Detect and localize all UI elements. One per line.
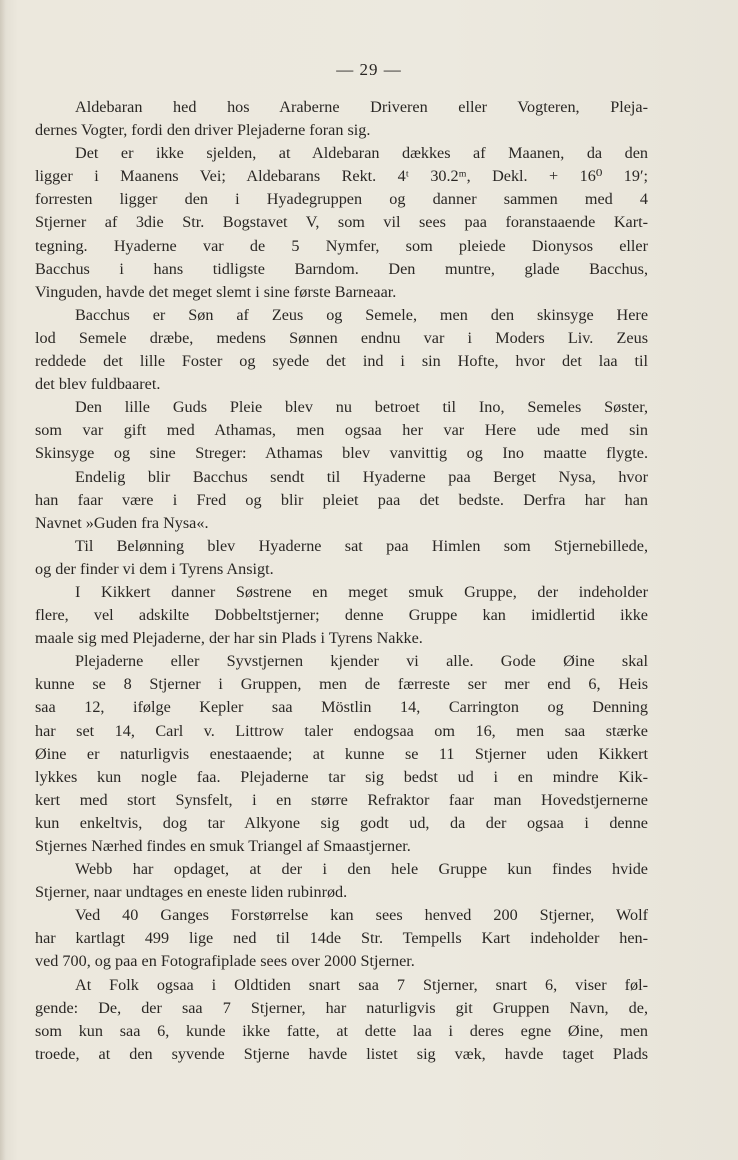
text-line: At Folk ogsaa i Oldtiden snart saa 7 Stjerner, snart 6, viser føl-: [75, 975, 648, 994]
text-line: det blev fuldbaaret.: [35, 375, 161, 394]
text-line: kunne se 8 Stjerner i Gruppen, men de færreste ser mer end 6, Heis: [35, 675, 648, 694]
text-line: Den lille Guds Pleie blev nu betroet til Ino, Semeles Søster,: [75, 398, 648, 417]
text-line: Bacchus i hans tidligste Barndom. Den muntre, glade Bacchus,: [35, 259, 648, 278]
text-line: troede, at den syvende Stjerne havde listet sig væk, havde taget Plads: [35, 1044, 648, 1063]
text-line: I Kikkert danner Søstrene en meget smuk Gruppe, der indeholder: [75, 582, 648, 601]
text-line: Plejaderne eller Syvstjernen kjender vi alle. Gode Øine skal: [75, 652, 648, 671]
text-line: han faar være i Fred og blir pleiet paa det bedste. Derfra har han: [35, 490, 648, 509]
text-line: kert med stort Synsfelt, i en større Refraktor faar man Hovedstjernerne: [35, 790, 648, 809]
body-text: [35, 96, 648, 1066]
text-line: Stjerner, naar undtages en eneste liden rubinrød.: [35, 883, 348, 902]
text-line: lykkes kun nogle faa. Plejaderne tar sig bedst ud i en mindre Kik-: [35, 767, 648, 786]
text-line: som var gift med Athamas, men ogsaa her var Here ude med sin: [35, 421, 648, 440]
text-line: Til Belønning blev Hyaderne sat paa Himlen som Stjernebillede,: [75, 536, 648, 555]
text-line: Skinsyge og sine Streger: Athamas blev vanvittig og Ino maatte flygte.: [35, 444, 648, 463]
text-line: Endelig blir Bacchus sendt til Hyaderne paa Berget Nysa, hvor: [75, 467, 648, 486]
text-line: som kun saa 6, kunde ikke fatte, at dette laa i deres egne Øine, men: [35, 1021, 648, 1040]
text-line: Navnet »Guden fra Nysa«.: [35, 513, 209, 532]
page-number: — 29 —: [336, 60, 402, 79]
text-line: Ved 40 Ganges Forstørrelse kan sees henved 200 Stjerner, Wolf: [75, 906, 648, 925]
text-line: har kartlagt 499 lige ned til 14de Str. Tempells Kart indeholder hen-: [35, 929, 648, 948]
text-line: reddede det lille Foster og syede det ind i sin Hofte, hvor det laa til: [35, 352, 648, 371]
text-line: saa 12, ifølge Kepler saa Möstlin 14, Carrington og Denning: [35, 698, 648, 717]
text-line: Øine er naturligvis enestaaende; at kunne se 11 Stjerner uden Kikkert: [35, 744, 648, 763]
text-line: og der finder vi dem i Tyrens Ansigt.: [35, 559, 274, 578]
text-line: Aldebaran hed hos Araberne Driveren eller Vogteren, Pleja-: [75, 98, 648, 116]
text-line: Vinguden, havde det meget slemt i sine første Barneaar.: [35, 282, 397, 301]
text-line: Bacchus er Søn af Zeus og Semele, men den skinsyge Here: [75, 305, 648, 324]
text-line: lod Semele dræbe, medens Sønnen endnu var i Moders Liv. Zeus: [35, 328, 648, 347]
text-line: Webb har opdaget, at der i den hele Gruppe kun findes hvide: [75, 860, 648, 879]
text-line: dernes Vogter, fordi den driver Plejaderne foran sig.: [35, 121, 371, 140]
text-line: tegning. Hyaderne var de 5 Nymfer, som pleiede Dionysos eller: [35, 236, 648, 255]
text-line: ved 700, og paa en Fotografiplade sees over 2000 Stjerner.: [35, 952, 415, 971]
text-line: Stjerner af 3die Str. Bogstavet V, som vil sees paa foranstaaende Kart-: [35, 213, 648, 232]
text-line: kun enkeltvis, dog tar Alkyone sig godt ud, da der ogsaa i denne: [35, 813, 648, 832]
text-line: forresten ligger den i Hyadegruppen og danner sammen med 4: [35, 190, 648, 209]
text-line: Det er ikke sjelden, at Aldebaran dækkes af Maanen, da den: [75, 144, 648, 163]
text-line: maale sig med Plejaderne, der har sin Plads i Tyrens Nakke.: [35, 629, 423, 648]
text-line: har set 14, Carl v. Littrow taler endogsaa om 16, men saa stærke: [35, 721, 648, 740]
text-line: ligger i Maanens Vei; Aldebarans Rekt. 4ᵗ 30.2ᵐ, Dekl. + 16⁰ 19′;: [35, 167, 648, 186]
text-line: gende: De, der saa 7 Stjerner, har naturligvis git Gruppen Navn, de,: [35, 998, 648, 1017]
text-line: flere, vel adskilte Dobbeltstjerner; denne Gruppe kan imidlertid ikke: [35, 606, 648, 625]
text-line: Stjernes Nærhed findes en smuk Triangel af Smaastjerner.: [35, 837, 411, 855]
